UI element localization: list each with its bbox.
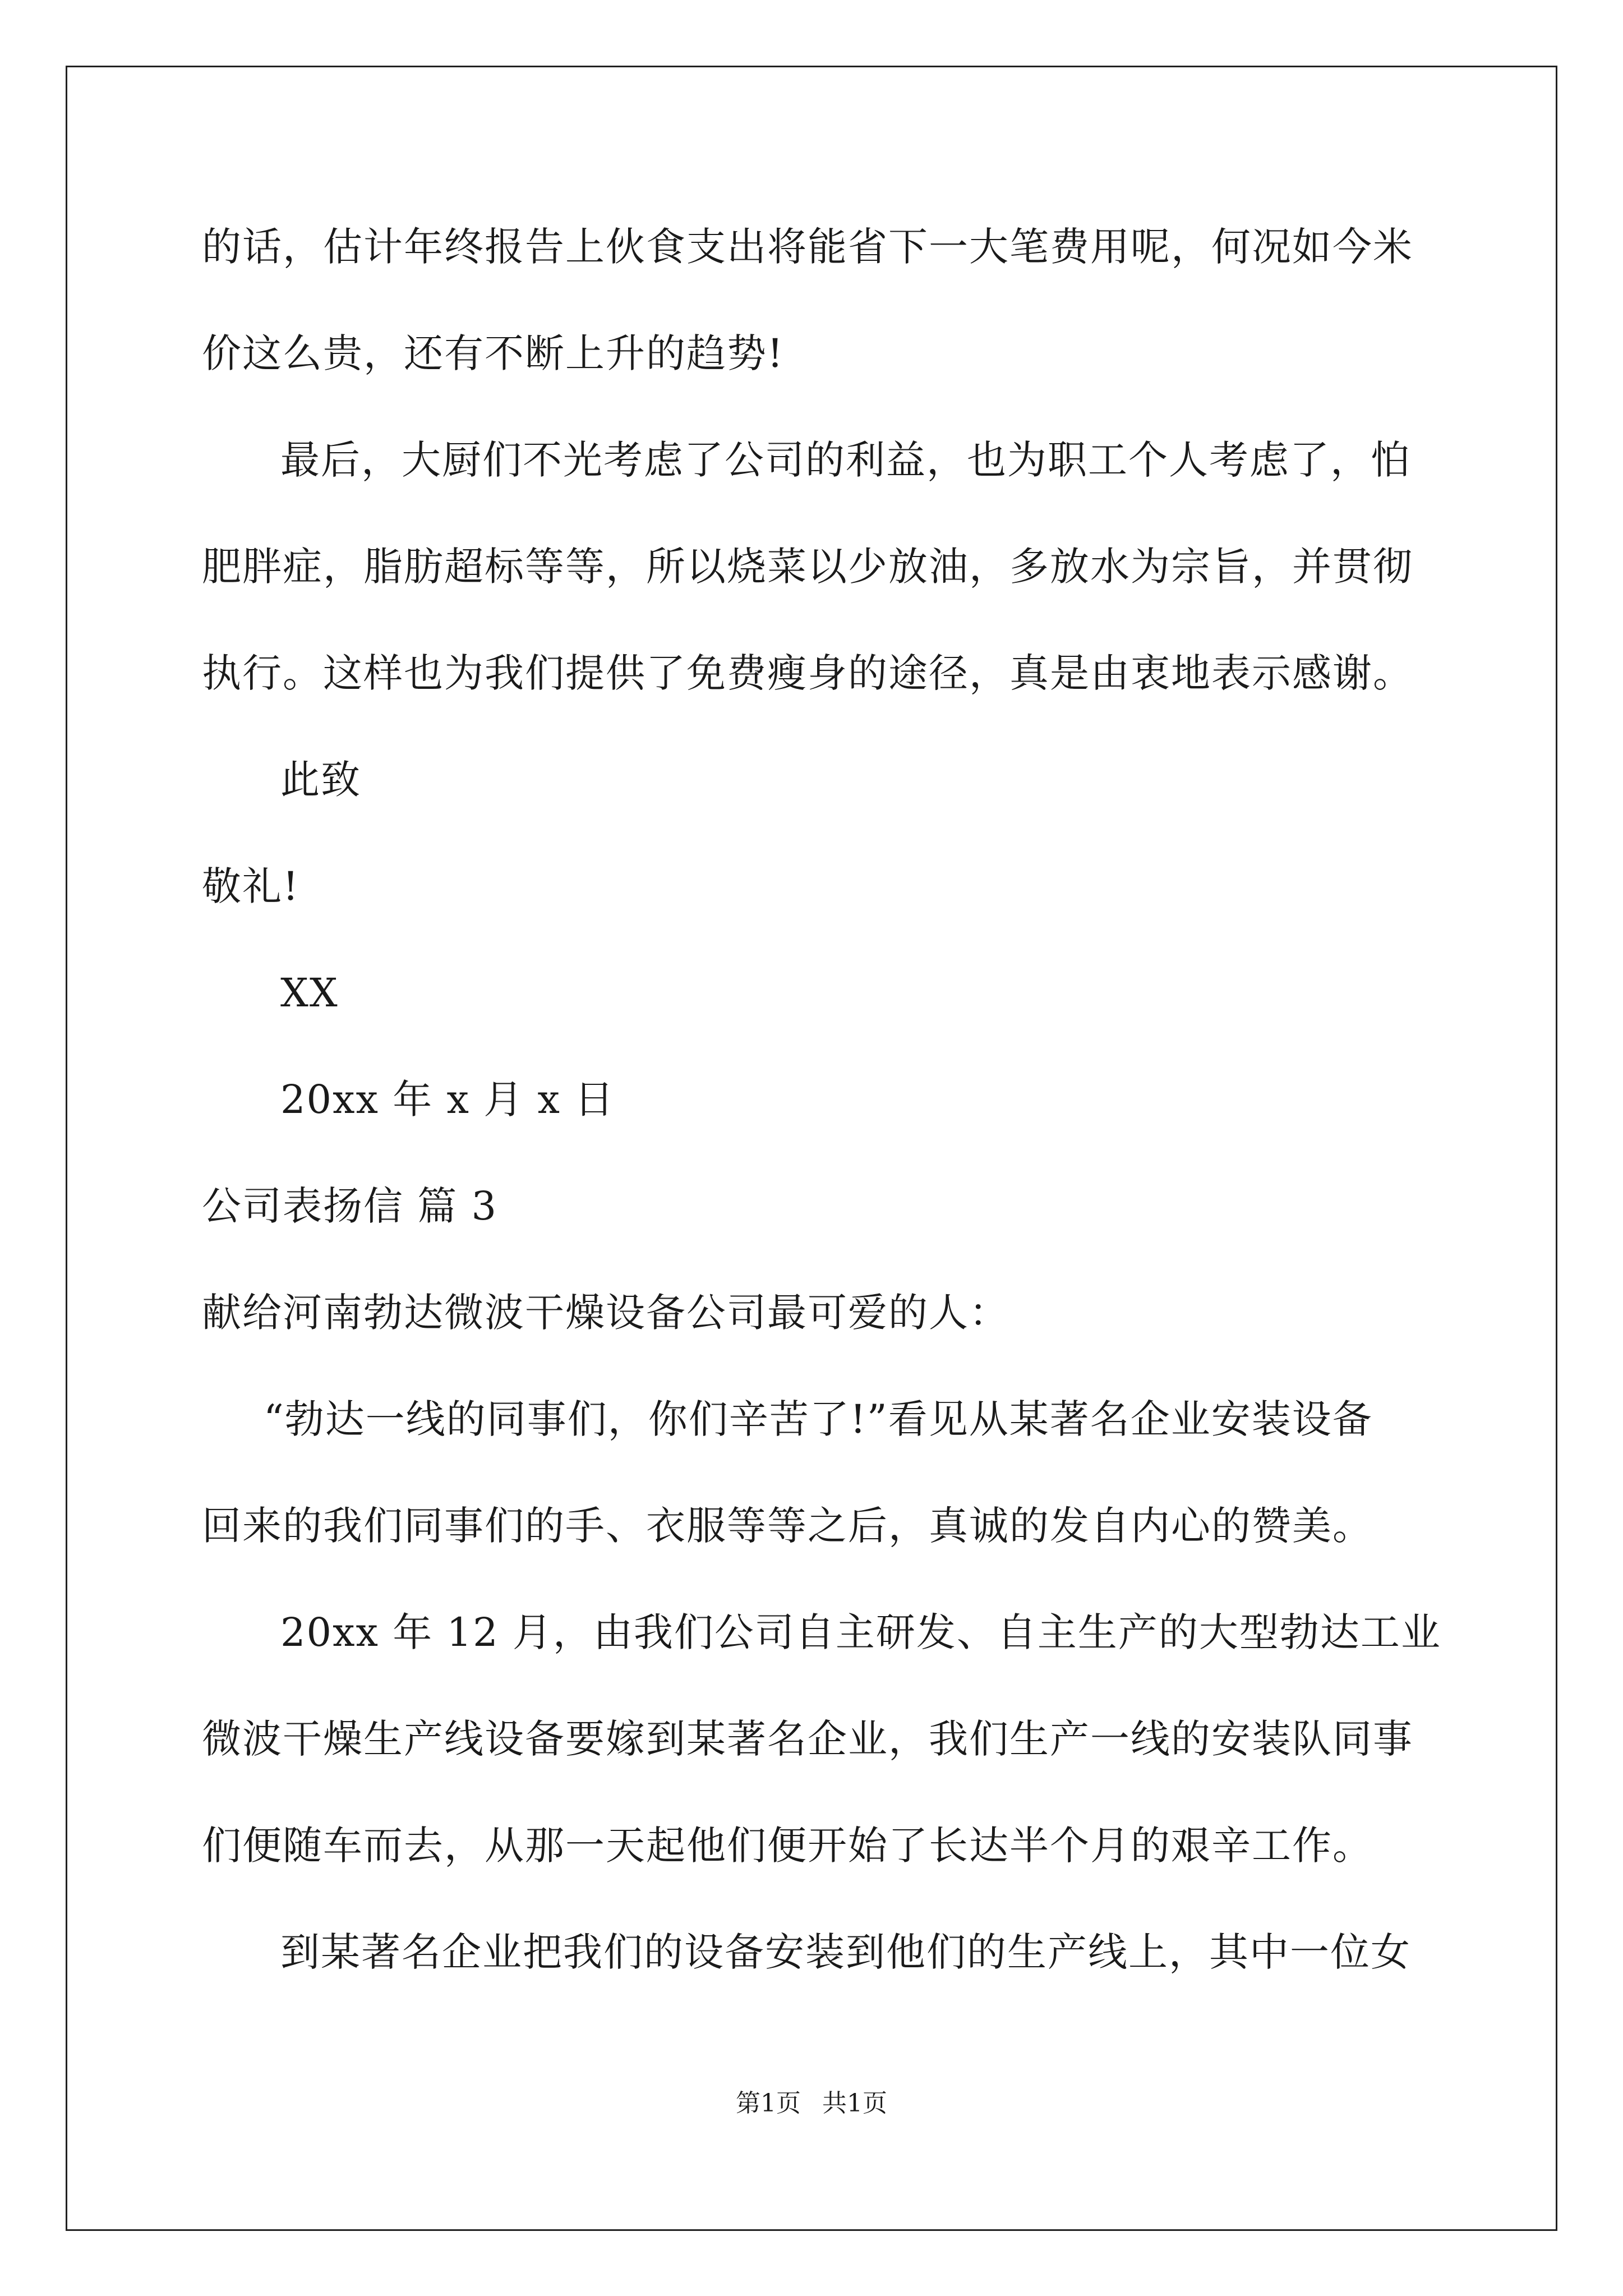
page-total: 共1页 bbox=[822, 2089, 887, 2118]
paragraph-line: 回来的我们同事们的手、衣服等等之后，真诚的发自内心的赞美。 bbox=[202, 1503, 1373, 1549]
closing-salutation: 此致 bbox=[280, 757, 361, 803]
paragraph-line: 的话，估计年终报告上伙食支出将能省下一大笔费用呢，何况如今米 bbox=[202, 224, 1413, 270]
letter-addressee: 献给河南勃达微波干燥设备公司最可爱的人： bbox=[202, 1290, 1009, 1336]
paragraph-line: 执行。这样也为我们提供了免费瘦身的途径，真是由衷地表示感谢。 bbox=[202, 650, 1413, 696]
paragraph-line: 们便随车而去，从那一天起他们便开始了长达半个月的艰辛工作。 bbox=[202, 1823, 1373, 1869]
letter-date: 20xx 年 x 月 x 日 bbox=[280, 1076, 615, 1122]
paragraph-line: 最后，大厨们不光考虑了公司的利益，也为职工个人考虑了，怕 bbox=[280, 437, 1411, 483]
closing-regards: 敬礼! bbox=[202, 863, 300, 909]
paragraph-line: 价这么贵，还有不断上升的趋势! bbox=[202, 330, 785, 376]
page-footer bbox=[0, 2087, 1623, 2120]
paragraph-line: “勃达一线的同事们，你们辛苦了!”看见从某著名企业安装设备 bbox=[264, 1396, 1373, 1442]
section-heading: 公司表扬信 篇 3 bbox=[202, 1183, 498, 1229]
paragraph-line: 肥胖症，脂肪超标等等，所以烧菜以少放油，多放水为宗旨，并贯彻 bbox=[202, 544, 1413, 590]
paragraph-line: 微波干燥生产线设备要嫁到某著名企业，我们生产一线的安装队同事 bbox=[202, 1716, 1413, 1762]
page-border bbox=[66, 66, 1557, 2231]
signature: XX bbox=[280, 970, 339, 1016]
page-number: 第1页 bbox=[736, 2089, 801, 2118]
paragraph-line: 到某著名企业把我们的设备安装到他们的生产线上，其中一位女 bbox=[280, 1929, 1411, 1975]
paragraph-line: 20xx 年 12 月，由我们公司自主研发、自主生产的大型勃达工业 bbox=[280, 1609, 1441, 1655]
